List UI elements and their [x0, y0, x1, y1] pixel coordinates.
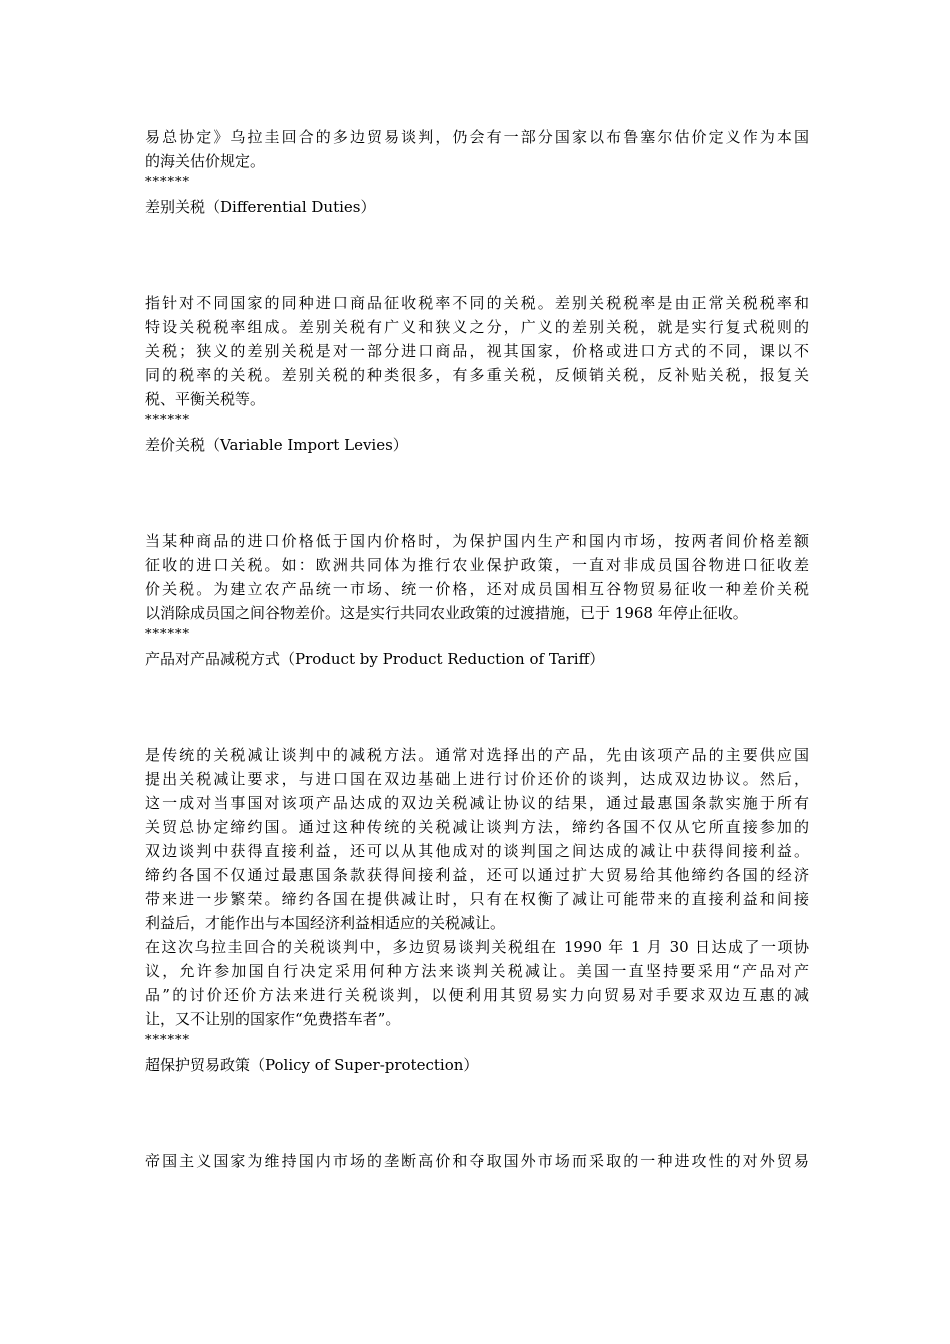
- paragraph-line: 议，允许参加国自行决定采用何种方法来谈判关税减让。美国一直坚持要采用“产品对产: [145, 962, 809, 980]
- document-page: [145, 125, 809, 1173]
- paragraph-line: 税、平衡关税等。: [145, 390, 266, 408]
- paragraph-line: 帝国主义国家为维持国内市场的垄断高价和夺取国外市场而采取的一种进攻性的对外贸易: [145, 1152, 809, 1170]
- paragraph-line: 的海关估价规定。: [145, 152, 266, 170]
- paragraph-line: 易总协定》乌拉圭回合的多边贸易谈判，仍会有一部分国家以布鲁塞尔估价定义作为本国: [145, 128, 809, 146]
- paragraph-line: 以消除成员国之间谷物差价。这是实行共同农业政策的过渡措施，已于 1968 年停止征收。: [145, 604, 748, 622]
- paragraph-line: 当某种商品的进口价格低于国内价格时，为保护国内生产和国内市场，按两者间价格差额: [145, 532, 809, 550]
- paragraph-line: 让，又不让别的国家作“免费搭车者”。: [145, 1010, 401, 1028]
- separator: ******: [145, 413, 190, 428]
- paragraph-line: 利益后，才能作出与本国经济利益相适应的关税减让。: [145, 914, 506, 932]
- paragraph-line: 双边谈判中获得直接利益，还可以从其他成对的谈判国之间达成的减让中获得间接利益。: [145, 842, 809, 860]
- section-2-heading: 差价关税（Variable Import Levies）: [145, 436, 408, 454]
- paragraph-line: 特设关税税率组成。差别关税有广义和狭义之分，广义的差别关税，就是实行复式税则的: [145, 318, 809, 336]
- paragraph-line: 关贸总协定缔约国。通过这种传统的关税减让谈判方法，缔约各国不仅从它所直接参加的: [145, 818, 809, 836]
- paragraph-line: 是传统的关税减让谈判中的减税方法。通常对选择出的产品，先由该项产品的主要供应国: [145, 746, 809, 764]
- paragraph-line: 价关税。为建立农产品统一市场、统一价格，还对成员国相互谷物贸易征收一种差价关税: [145, 580, 809, 598]
- spacer: [145, 673, 809, 743]
- section-1-body: [145, 291, 809, 411]
- paragraph-line: 征收的进口关税。如：欧洲共同体为推行农业保护政策，一直对非成员国谷物进口征收差: [145, 556, 809, 574]
- paragraph-line: 这一成对当事国对该项产品达成的双边关税减让协议的结果，通过最惠国条款实施于所有: [145, 794, 809, 812]
- section-2-body: [145, 529, 809, 625]
- paragraph-line: 缔约各国不仅通过最惠国条款获得间接利益，还可以通过扩大贸易给其他缔约各国的经济: [145, 866, 809, 884]
- section-4-body: [145, 1149, 809, 1173]
- paragraph-line: 品”的讨价还价方法来进行关税谈判，以便利用其贸易实力向贸易对手要求双边互惠的减: [145, 986, 809, 1004]
- separator: ******: [145, 175, 190, 190]
- paragraph-line: 指针对不同国家的同种进口商品征收税率不同的关税。差别关税税率是由正常关税税率和: [145, 294, 809, 312]
- paragraph-line: 提出关税减让要求，与进口国在双边基础上进行讨价还价的谈判，达成双边协议。然后，: [145, 770, 809, 788]
- section-3-body: [145, 743, 809, 1031]
- section-0-body: [145, 125, 809, 173]
- paragraph-line: 关税；狭义的差别关税是对一部分进口商品，视其国家，价格或进口方式的不同，课以不: [145, 342, 809, 360]
- paragraph-line: 带来进一步繁荣。缔约各国在提供减让时，只有在权衡了减让可能带来的直接利益和间接: [145, 890, 809, 908]
- spacer: [145, 1079, 809, 1149]
- spacer: [145, 221, 809, 291]
- section-3-heading: 产品对产品减税方式（Product by Product Reduction of Tariff）: [145, 650, 605, 668]
- section-1-heading: 差别关税（Differential Duties）: [145, 198, 376, 216]
- paragraph-line: 同的税率的关税。差别关税的种类很多，有多重关税，反倾销关税，反补贴关税，报复关: [145, 366, 809, 384]
- spacer: [145, 459, 809, 529]
- section-4-heading: 超保护贸易政策（Policy of Super-protection）: [145, 1056, 479, 1074]
- separator: ******: [145, 1033, 190, 1048]
- separator: ******: [145, 627, 190, 642]
- paragraph-line: 在这次乌拉圭回合的关税谈判中，多边贸易谈判关税组在 1990 年 1 月 30 日达成了一项协: [145, 938, 809, 956]
